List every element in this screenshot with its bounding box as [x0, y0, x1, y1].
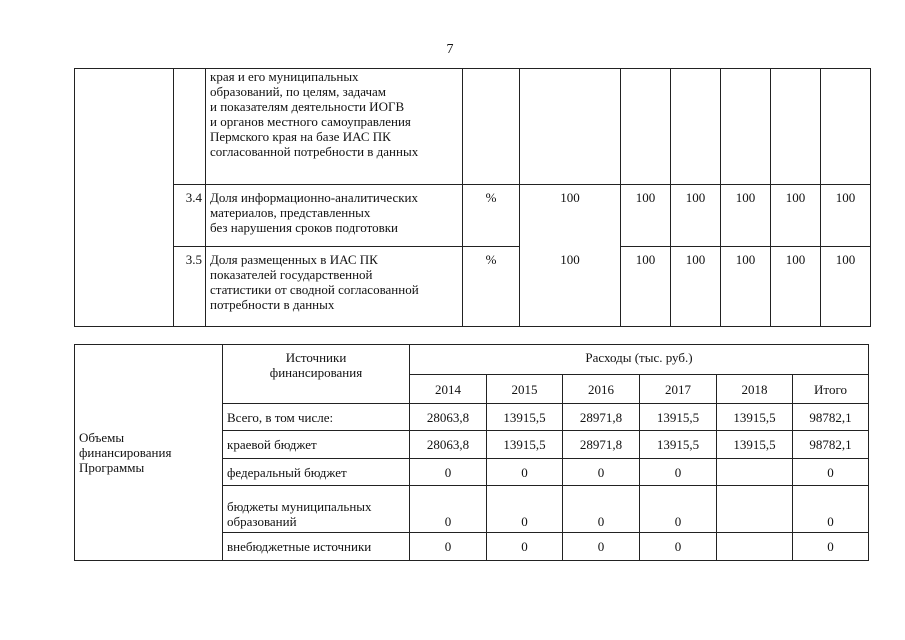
unit-cell	[463, 69, 520, 185]
indicator-base-value: 100	[520, 247, 621, 327]
amount-cell	[717, 486, 793, 533]
amount-cell: 28971,8	[563, 404, 640, 431]
table-row	[75, 247, 871, 327]
indicator-name-continued: края и его муниципальных образований, по целям, задачам и показателям деятельности ИОГВ и органов местного самоуправления Пермского края на базе ИАС ПК согласованной потребности в данных	[206, 69, 463, 185]
amount-cell: 0	[563, 486, 640, 533]
amount-cell: 13915,5	[640, 431, 717, 459]
table-row	[75, 185, 871, 247]
indicator-name: Доля информационно-аналитических материалов, представленных без нарушения сроков подготовки	[206, 185, 463, 247]
indicator-value: 100	[771, 247, 821, 327]
amount-cell	[717, 459, 793, 486]
amount-cell: 0	[793, 486, 869, 533]
amount-cell: 0	[793, 533, 869, 561]
sources-header: Источники финансирования	[223, 345, 410, 404]
year-header: 2016	[563, 375, 640, 404]
indicator-value: 100	[621, 185, 671, 247]
amount-cell: 28971,8	[563, 431, 640, 459]
base-cell	[520, 69, 621, 185]
indicator-name: Доля размещенных в ИАС ПК показателей государственной статистики от сводной согласованной потребности в данных	[206, 247, 463, 327]
program-section-cell	[75, 69, 174, 327]
amount-cell: 0	[640, 459, 717, 486]
indicator-base-value: 100	[520, 185, 621, 247]
year-header: 2018	[717, 375, 793, 404]
page-number: 7	[446, 42, 454, 57]
amount-cell: 28063,8	[410, 431, 487, 459]
value-cell	[771, 69, 821, 185]
year-header: 2015	[487, 375, 563, 404]
year-header: 2017	[640, 375, 717, 404]
row-number-cell	[174, 69, 206, 185]
amount-cell: 98782,1	[793, 404, 869, 431]
indicator-value: 100	[621, 247, 671, 327]
financing-row-label: Объемы финансирования Программы	[75, 345, 223, 561]
amount-cell	[717, 533, 793, 561]
indicator-unit: %	[463, 185, 520, 247]
amount-cell: 0	[793, 459, 869, 486]
source-label: Всего, в том числе:	[223, 404, 410, 431]
indicator-unit: %	[463, 247, 520, 327]
amount-cell: 0	[487, 533, 563, 561]
value-cell	[821, 69, 871, 185]
indicator-value: 100	[821, 185, 871, 247]
financing-table	[74, 344, 869, 561]
indicator-value: 100	[821, 247, 871, 327]
amount-cell: 13915,5	[487, 431, 563, 459]
indicator-value: 100	[671, 185, 721, 247]
source-label: внебюджетные источники	[223, 533, 410, 561]
amount-cell: 13915,5	[717, 404, 793, 431]
amount-cell: 0	[640, 486, 717, 533]
expenses-header: Расходы (тыс. руб.)	[410, 345, 869, 375]
amount-cell: 13915,5	[717, 431, 793, 459]
value-cell	[721, 69, 771, 185]
amount-cell: 0	[410, 459, 487, 486]
amount-cell: 28063,8	[410, 404, 487, 431]
amount-cell: 0	[487, 486, 563, 533]
indicator-value: 100	[771, 185, 821, 247]
indicator-value: 100	[721, 247, 771, 327]
indicators-table	[74, 68, 871, 327]
source-label: краевой бюджет	[223, 431, 410, 459]
source-label: федеральный бюджет	[223, 459, 410, 486]
amount-cell: 0	[563, 533, 640, 561]
value-cell	[621, 69, 671, 185]
indicator-value: 100	[671, 247, 721, 327]
indicator-value: 100	[721, 185, 771, 247]
year-header: 2014	[410, 375, 487, 404]
amount-cell: 0	[563, 459, 640, 486]
amount-cell: 13915,5	[487, 404, 563, 431]
row-number: 3.5	[174, 247, 206, 327]
total-header: Итого	[793, 375, 869, 404]
amount-cell: 0	[640, 533, 717, 561]
row-number: 3.4	[174, 185, 206, 247]
amount-cell: 98782,1	[793, 431, 869, 459]
source-label: бюджеты муниципальных образований	[223, 486, 410, 533]
amount-cell: 13915,5	[640, 404, 717, 431]
amount-cell: 0	[410, 486, 487, 533]
value-cell	[671, 69, 721, 185]
amount-cell: 0	[410, 533, 487, 561]
amount-cell: 0	[487, 459, 563, 486]
